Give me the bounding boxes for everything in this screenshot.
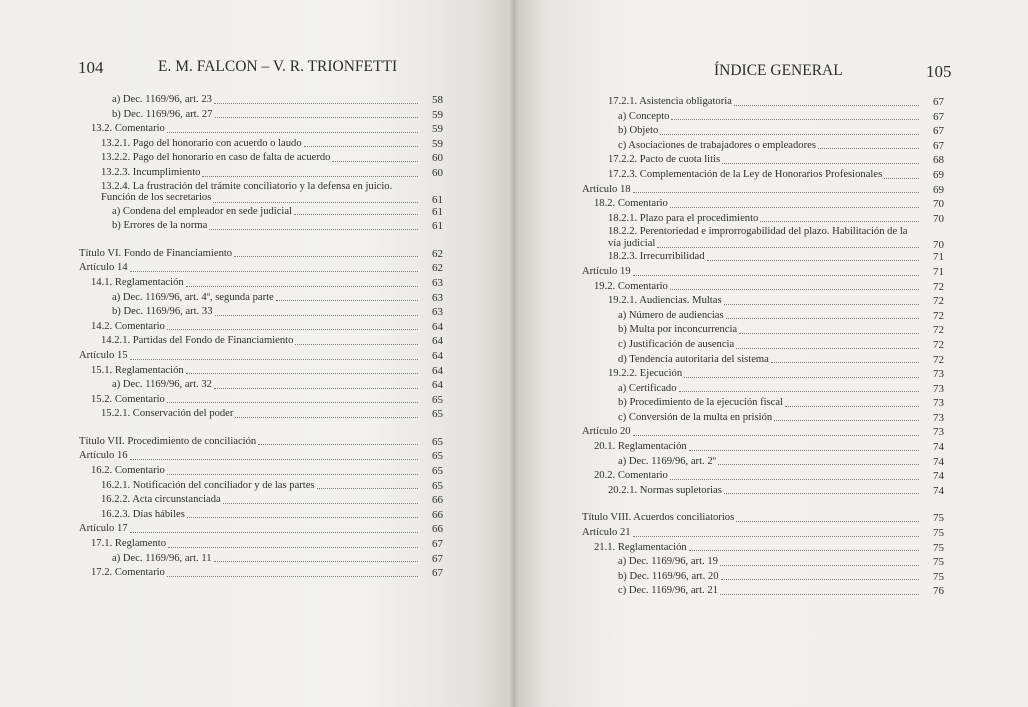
toc-page-number: 75 bbox=[933, 512, 944, 525]
toc-page-number: 72 bbox=[933, 295, 944, 308]
toc-page-number: 76 bbox=[933, 585, 944, 598]
toc-entry-title: b) Errores de la norma bbox=[112, 220, 208, 232]
toc-entry bbox=[0, 407, 514, 422]
toc-leader-dots bbox=[294, 213, 418, 215]
toc-entry bbox=[0, 122, 514, 137]
toc-entry-title: 20.2. Comentario bbox=[594, 470, 668, 482]
toc-page-number: 75 bbox=[933, 541, 944, 554]
toc-entry bbox=[0, 151, 514, 166]
toc-entry bbox=[514, 541, 1028, 556]
toc-page-number: 70 bbox=[933, 198, 944, 211]
toc-page-number: 61 bbox=[432, 220, 443, 233]
toc-entry-title: 17.2.3. Complementación de la Ley de Honorarios Profesionales bbox=[608, 168, 883, 180]
toc-leader-dots bbox=[304, 145, 418, 147]
toc-page-number: 62 bbox=[432, 247, 443, 260]
toc-entry bbox=[0, 493, 514, 508]
toc-leader-dots bbox=[684, 376, 919, 378]
toc-leader-dots bbox=[633, 191, 919, 193]
toc-leader-dots bbox=[818, 147, 919, 149]
toc-entry-title: b) Dec. 1169/96, art. 27 bbox=[112, 108, 213, 120]
toc-entry-title: 13.2.1. Pago del honorario con acuerdo o laudo bbox=[101, 137, 302, 149]
toc-entry bbox=[514, 153, 1028, 168]
toc-page-number: 64 bbox=[432, 349, 443, 362]
toc-entry bbox=[514, 168, 1028, 183]
toc-page-number: 72 bbox=[933, 309, 944, 322]
toc-leader-dots bbox=[724, 492, 919, 494]
toc-page-number: 64 bbox=[432, 364, 443, 377]
toc-page-number: 73 bbox=[933, 382, 944, 395]
toc-entry-title: Artículo 19 bbox=[582, 265, 631, 277]
toc-entry-title: Artículo 17 bbox=[79, 523, 128, 535]
book-gutter bbox=[508, 0, 520, 707]
toc-entry-title: 21.1. Reglamentación bbox=[594, 541, 687, 553]
toc-entry bbox=[0, 435, 514, 450]
toc-page-number: 74 bbox=[933, 441, 944, 454]
toc-entry-title: Título VI. Fondo de Financiamiento bbox=[79, 247, 233, 259]
toc-leader-dots bbox=[721, 578, 919, 580]
toc-entry bbox=[514, 367, 1028, 382]
toc-leader-dots bbox=[167, 575, 418, 577]
toc-page-number: 74 bbox=[933, 484, 944, 497]
toc-leader-dots bbox=[670, 206, 919, 208]
toc-page-number: 65 bbox=[432, 465, 443, 478]
toc-entry bbox=[514, 183, 1028, 198]
toc-leader-dots bbox=[718, 463, 919, 465]
toc-page-number: 65 bbox=[432, 408, 443, 421]
toc-entry bbox=[514, 309, 1028, 324]
toc-left bbox=[0, 93, 514, 581]
toc-page-number: 72 bbox=[933, 280, 944, 293]
toc-leader-dots bbox=[707, 259, 920, 261]
toc-leader-dots bbox=[884, 177, 919, 179]
toc-page-number: 66 bbox=[432, 508, 443, 521]
toc-leader-dots bbox=[202, 175, 418, 177]
toc-leader-dots bbox=[215, 314, 418, 316]
toc-leader-dots bbox=[186, 285, 418, 287]
toc-entry bbox=[0, 93, 514, 108]
toc-page-number: 60 bbox=[432, 166, 443, 179]
toc-entry-title: Título VII. Procedimiento de conciliación bbox=[79, 435, 257, 447]
toc-entry-title: 19.2. Comentario bbox=[594, 280, 668, 292]
toc-leader-dots bbox=[214, 102, 418, 104]
toc-entry bbox=[0, 137, 514, 152]
toc-entry bbox=[0, 219, 514, 234]
right-page bbox=[514, 0, 1028, 707]
page-number-left: 104 bbox=[78, 58, 104, 77]
toc-entry-title: 13.2.2. Pago del honorario en caso de falta de acuerdo bbox=[101, 152, 331, 164]
toc-page-number: 67 bbox=[432, 567, 443, 580]
toc-entry-title: Artículo 15 bbox=[79, 349, 128, 361]
toc-entry bbox=[514, 425, 1028, 440]
toc-leader-dots bbox=[720, 593, 919, 595]
toc-entry-title: a) Condena del empleador en sede judicial bbox=[112, 205, 293, 217]
toc-entry-title: 17.1. Reglamento bbox=[91, 538, 167, 550]
toc-entry-title: 17.2. Comentario bbox=[91, 567, 165, 579]
toc-page-number: 75 bbox=[933, 570, 944, 583]
toc-entry-title: 16.2.2. Acta circunstanciada bbox=[101, 494, 221, 506]
toc-leader-dots bbox=[258, 443, 418, 445]
toc-page-number: 72 bbox=[933, 338, 944, 351]
toc-entry bbox=[514, 396, 1028, 411]
toc-entry bbox=[0, 449, 514, 464]
toc-entry bbox=[514, 265, 1028, 280]
toc-entry bbox=[514, 440, 1028, 455]
toc-entry-title: b) Objeto bbox=[618, 125, 659, 137]
toc-entry bbox=[514, 469, 1028, 484]
toc-entry bbox=[0, 276, 514, 291]
toc-leader-dots bbox=[186, 372, 418, 374]
toc-leader-dots bbox=[214, 560, 418, 562]
toc-entry bbox=[514, 570, 1028, 585]
toc-page-number: 63 bbox=[432, 306, 443, 319]
toc-page-number: 65 bbox=[432, 450, 443, 463]
page-number-right: 105 bbox=[926, 62, 952, 81]
toc-entry-title: Artículo 18 bbox=[582, 183, 631, 195]
toc-page-number: 64 bbox=[432, 335, 443, 348]
toc-page-number: 65 bbox=[432, 435, 443, 448]
toc-entry-title: 18.2.2. Perentoriedad e improrrogabilidad del plazo. Habilitación de la vía judicial bbox=[608, 226, 908, 249]
toc-leader-dots bbox=[234, 255, 418, 257]
toc-entry-title: 18.2. Comentario bbox=[594, 198, 668, 210]
toc-entry bbox=[514, 280, 1028, 295]
toc-entry-title: 14.2.1. Partidas del Fondo de Financiamiento bbox=[101, 335, 294, 347]
toc-entry bbox=[0, 393, 514, 408]
toc-leader-dots bbox=[670, 288, 919, 290]
toc-entry bbox=[0, 508, 514, 523]
toc-entry-title: 16.2. Comentario bbox=[91, 465, 165, 477]
toc-leader-dots bbox=[130, 458, 418, 460]
toc-entry bbox=[514, 584, 1028, 599]
toc-leader-dots bbox=[633, 434, 919, 436]
toc-entry-title: 18.2.3. Irrecurribilidad bbox=[608, 251, 705, 263]
toc-entry bbox=[0, 566, 514, 581]
toc-entry bbox=[0, 364, 514, 379]
toc-leader-dots bbox=[167, 328, 418, 330]
toc-entry-title: a) Dec. 1169/96, art. 23 bbox=[112, 94, 212, 105]
toc-entry bbox=[514, 212, 1028, 227]
toc-entry bbox=[0, 261, 514, 276]
toc-leader-dots bbox=[722, 162, 919, 164]
toc-page-number: 67 bbox=[933, 96, 944, 108]
toc-entry bbox=[514, 226, 1028, 250]
toc-leader-dots bbox=[760, 220, 919, 222]
toc-page-number: 59 bbox=[432, 108, 443, 121]
toc-gap bbox=[0, 234, 514, 247]
toc-page-number: 72 bbox=[933, 353, 944, 366]
toc-entry-title: 15.2.1. Conservación del poder bbox=[101, 408, 234, 420]
toc-leader-dots bbox=[633, 535, 919, 537]
toc-entry bbox=[514, 338, 1028, 353]
toc-entry-title: 13.2. Comentario bbox=[91, 123, 165, 135]
toc-leader-dots bbox=[295, 343, 418, 345]
toc-page-number: 73 bbox=[933, 368, 944, 381]
toc-leader-dots bbox=[734, 104, 919, 106]
toc-page-number: 62 bbox=[432, 262, 443, 275]
toc-entry-title: c) Conversión de la multa en prisión bbox=[618, 411, 773, 423]
toc-leader-dots bbox=[130, 270, 418, 272]
toc-page-number: 71 bbox=[933, 251, 944, 264]
toc-page-number: 71 bbox=[933, 265, 944, 278]
toc-entry-title: 16.2.3. Días hábiles bbox=[101, 508, 185, 520]
toc-entry bbox=[0, 552, 514, 567]
toc-page-number: 66 bbox=[432, 523, 443, 536]
toc-leader-dots bbox=[167, 401, 418, 403]
toc-entry-title: a) Dec. 1169/96, art. 4º, segunda parte bbox=[112, 291, 274, 303]
toc-entry bbox=[514, 95, 1028, 110]
toc-page-number: 64 bbox=[432, 379, 443, 392]
toc-entry-title: a) Certificado bbox=[618, 382, 677, 394]
toc-page-number: 73 bbox=[933, 426, 944, 439]
toc-leader-dots bbox=[223, 502, 418, 504]
toc-leader-dots bbox=[689, 549, 919, 551]
toc-entry-title: 13.2.4. La frustración del trámite conciliatorio y la defensa en juicio. Función de los secretarios bbox=[101, 180, 393, 204]
toc-page-number: 75 bbox=[933, 527, 944, 540]
toc-entry-title: 13.2.3. Incumplimiento bbox=[101, 166, 201, 178]
toc-page-number: 59 bbox=[432, 123, 443, 136]
toc-entry bbox=[514, 484, 1028, 499]
toc-leader-dots bbox=[785, 405, 919, 407]
toc-entry bbox=[0, 378, 514, 393]
toc-leader-dots bbox=[130, 358, 418, 360]
toc-page-number: 69 bbox=[933, 183, 944, 196]
toc-entry-title: b) Dec. 1169/96, art. 33 bbox=[112, 306, 213, 318]
toc-page-number: 68 bbox=[933, 154, 944, 167]
toc-leader-dots bbox=[332, 160, 418, 162]
toc-entry bbox=[0, 205, 514, 220]
toc-page-number: 73 bbox=[933, 397, 944, 410]
toc-right bbox=[514, 95, 1028, 599]
toc-entry-title: 20.1. Reglamentación bbox=[594, 441, 687, 453]
toc-leader-dots bbox=[317, 487, 418, 489]
toc-leader-dots bbox=[276, 299, 418, 301]
toc-entry-title: 19.2.2. Ejecución bbox=[608, 368, 683, 380]
toc-entry bbox=[0, 108, 514, 123]
toc-leader-dots bbox=[167, 473, 418, 475]
toc-entry-title: b) Procedimiento de la ejecución fiscal bbox=[618, 397, 784, 409]
toc-leader-dots bbox=[167, 131, 418, 133]
toc-leader-dots bbox=[214, 387, 418, 389]
toc-entry-title: c) Justificación de ausencia bbox=[618, 338, 735, 350]
toc-leader-dots bbox=[736, 520, 919, 522]
toc-entry-title: 15.1. Reglamentación bbox=[91, 364, 184, 376]
toc-entry bbox=[514, 526, 1028, 541]
toc-entry bbox=[514, 124, 1028, 139]
toc-leader-dots bbox=[660, 133, 919, 135]
toc-entry-title: a) Dec. 1169/96, art. 2º bbox=[618, 455, 716, 467]
toc-entry bbox=[514, 197, 1028, 212]
toc-entry bbox=[0, 479, 514, 494]
toc-page-number: 58 bbox=[432, 94, 443, 106]
toc-page-number: 67 bbox=[432, 538, 443, 551]
toc-leader-dots bbox=[187, 516, 418, 518]
toc-entry-title: 15.2. Comentario bbox=[91, 393, 165, 405]
toc-page-number: 69 bbox=[933, 168, 944, 181]
toc-entry bbox=[514, 139, 1028, 154]
toc-page-number: 60 bbox=[432, 152, 443, 165]
toc-entry-title: 19.2.1. Audiencias. Multas bbox=[608, 295, 722, 307]
toc-entry-title: 20.2.1. Normas supletorias bbox=[608, 484, 722, 496]
toc-leader-dots bbox=[671, 118, 919, 120]
toc-entry-title: c) Asociaciones de trabajadores o empleadores bbox=[618, 139, 816, 151]
toc-entry bbox=[0, 291, 514, 306]
toc-entry-title: Artículo 14 bbox=[79, 262, 128, 274]
toc-entry bbox=[514, 353, 1028, 368]
toc-leader-dots bbox=[724, 303, 919, 305]
toc-entry bbox=[0, 181, 514, 205]
toc-leader-dots bbox=[235, 416, 418, 418]
toc-page-number: 67 bbox=[432, 552, 443, 565]
toc-leader-dots bbox=[771, 361, 919, 363]
toc-entry bbox=[514, 511, 1028, 526]
toc-page-number: 65 bbox=[432, 393, 443, 406]
toc-entry bbox=[514, 250, 1028, 265]
toc-leader-dots bbox=[689, 449, 919, 451]
toc-page-number: 73 bbox=[933, 411, 944, 424]
toc-gap bbox=[0, 422, 514, 435]
toc-gap bbox=[514, 498, 1028, 511]
toc-entry bbox=[514, 323, 1028, 338]
toc-page-number: 66 bbox=[432, 494, 443, 507]
toc-leader-dots bbox=[720, 564, 919, 566]
toc-entry bbox=[0, 320, 514, 335]
toc-entry bbox=[0, 464, 514, 479]
toc-entry bbox=[0, 522, 514, 537]
toc-entry bbox=[514, 382, 1028, 397]
toc-entry-title: b) Multa por inconcurrencia bbox=[618, 324, 738, 336]
toc-leader-dots bbox=[215, 116, 418, 118]
toc-page-number: 70 bbox=[933, 239, 944, 252]
toc-page-number: 74 bbox=[933, 470, 944, 483]
toc-entry bbox=[514, 455, 1028, 470]
toc-leader-dots bbox=[130, 531, 418, 533]
toc-page-number: 59 bbox=[432, 137, 443, 150]
toc-page-number: 61 bbox=[432, 205, 443, 218]
toc-entry-title: a) Número de audiencias bbox=[618, 309, 724, 321]
toc-page-number: 72 bbox=[933, 324, 944, 337]
toc-entry bbox=[0, 334, 514, 349]
toc-entry-title: 16.2.1. Notificación del conciliador y de las partes bbox=[101, 479, 315, 491]
toc-entry bbox=[514, 110, 1028, 125]
toc-entry-title: 18.2.1. Plazo para el procedimiento bbox=[608, 212, 759, 224]
toc-entry-title: 14.1. Reglamentación bbox=[91, 276, 184, 288]
toc-entry-title: a) Concepto bbox=[618, 110, 670, 122]
toc-page-number: 63 bbox=[432, 291, 443, 304]
toc-page-number: 61 bbox=[432, 193, 443, 206]
toc-entry-title: Título VIII. Acuerdos conciliatorios bbox=[582, 512, 735, 524]
toc-page-number: 74 bbox=[933, 455, 944, 468]
running-title-right: ÍNDICE GENERAL bbox=[714, 62, 843, 79]
toc-page-number: 70 bbox=[933, 212, 944, 225]
toc-page-number: 65 bbox=[432, 479, 443, 492]
toc-entry-title: c) Dec. 1169/96, art. 21 bbox=[618, 585, 718, 597]
toc-leader-dots bbox=[670, 478, 919, 480]
toc-page-number: 67 bbox=[933, 139, 944, 152]
toc-entry-title: Artículo 20 bbox=[582, 426, 631, 438]
toc-leader-dots bbox=[679, 390, 919, 392]
toc-entry-title: a) Dec. 1169/96, art. 11 bbox=[112, 552, 212, 564]
toc-leader-dots bbox=[168, 546, 418, 548]
toc-page-number: 63 bbox=[432, 276, 443, 289]
running-title-left: E. M. FALCON – V. R. TRIONFETTI bbox=[158, 58, 398, 75]
toc-entry bbox=[0, 537, 514, 552]
toc-entry-title: Artículo 16 bbox=[79, 450, 128, 462]
toc-leader-dots bbox=[739, 332, 919, 334]
toc-page-number: 64 bbox=[432, 320, 443, 333]
toc-entry-title: 17.2.2. Pacto de cuota litis bbox=[608, 154, 721, 166]
toc-page-number: 75 bbox=[933, 556, 944, 569]
toc-leader-dots bbox=[726, 317, 919, 319]
toc-leader-dots bbox=[209, 228, 418, 230]
toc-leader-dots bbox=[774, 419, 919, 421]
toc-leader-dots bbox=[633, 274, 919, 276]
toc-leader-dots bbox=[736, 347, 919, 349]
toc-entry bbox=[0, 349, 514, 364]
toc-page-number: 67 bbox=[933, 125, 944, 138]
toc-entry-title: b) Dec. 1169/96, art. 20 bbox=[618, 570, 719, 582]
toc-entry bbox=[514, 411, 1028, 426]
toc-entry bbox=[0, 166, 514, 181]
toc-entry bbox=[0, 247, 514, 262]
toc-entry-title: a) Dec. 1169/96, art. 19 bbox=[618, 556, 718, 568]
toc-entry-title: d) Tendencia autoritaria del sistema bbox=[618, 353, 769, 365]
toc-entry-title: 14.2. Comentario bbox=[91, 320, 165, 332]
toc-entry bbox=[514, 294, 1028, 309]
toc-entry-title: Artículo 21 bbox=[582, 527, 631, 539]
toc-entry-title: 17.2.1. Asistencia obligatoria bbox=[608, 96, 732, 107]
toc-entry-title: a) Dec. 1169/96, art. 32 bbox=[112, 379, 212, 391]
toc-page-number: 67 bbox=[933, 110, 944, 123]
toc-entry bbox=[514, 555, 1028, 570]
toc-entry bbox=[0, 305, 514, 320]
